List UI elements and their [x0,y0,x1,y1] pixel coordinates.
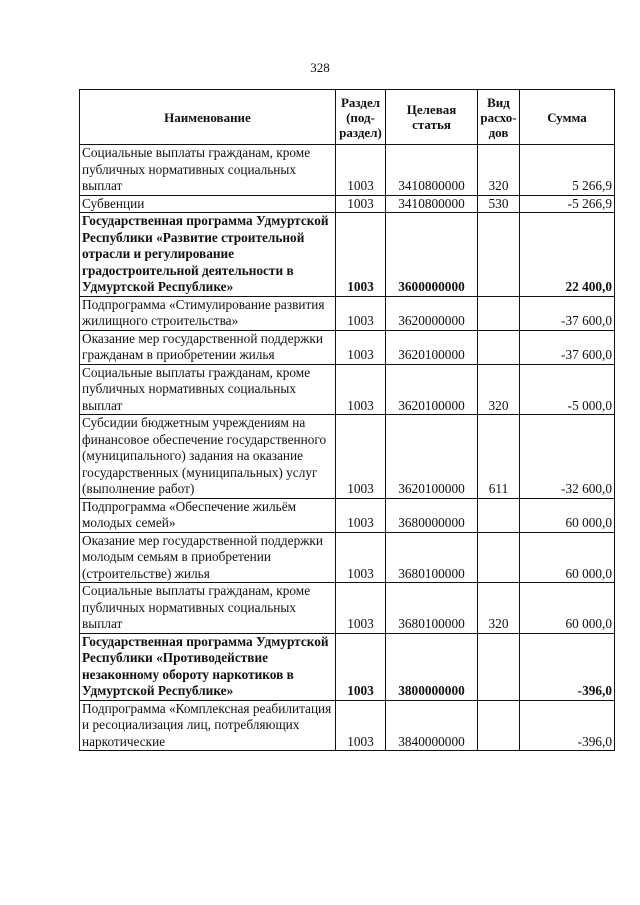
cell-section: 1003 [336,195,386,213]
table-row [80,296,615,330]
cell-section: 1003 [336,700,386,751]
cell-type: 530 [478,195,520,213]
table-row [80,364,615,415]
cell-name: Субсидии бюджетным учреждениям на финансовое обеспечение государственного (муниципального) задания на оказание государственных (муниципальных) услуг (выполнение работ) [80,415,336,499]
cell-section: 1003 [336,213,386,297]
table-row [80,415,615,499]
header-section: Раздел (под-раздел) [336,90,386,145]
cell-section: 1003 [336,330,386,364]
cell-target: 3680100000 [386,583,478,634]
cell-type [478,700,520,751]
cell-target: 3840000000 [386,700,478,751]
cell-sum: -396,0 [520,700,615,751]
table-body [80,145,615,751]
cell-name: Социальные выплаты гражданам, кроме публичных нормативных социальных выплат [80,145,336,196]
cell-type [478,296,520,330]
table-header-row [80,90,615,145]
cell-section: 1003 [336,498,386,532]
cell-sum: -32 600,0 [520,415,615,499]
cell-sum: -37 600,0 [520,296,615,330]
cell-name: Подпрограмма «Стимулирование развития жилищного строительства» [80,296,336,330]
table-row [80,195,615,213]
header-name: Наименование [80,90,336,145]
cell-section: 1003 [336,415,386,499]
cell-name: Государственная программа Удмуртской Республики «Развитие строительной отрасли и регулирование градостроительной деятельности в Удмуртской Республике» [80,213,336,297]
cell-name: Оказание мер государственной поддержки гражданам в приобретении жилья [80,330,336,364]
cell-target: 3410800000 [386,195,478,213]
cell-section: 1003 [336,296,386,330]
cell-target: 3410800000 [386,145,478,196]
table-row [80,498,615,532]
cell-target: 3600000000 [386,213,478,297]
cell-sum: 5 266,9 [520,145,615,196]
header-type: Вид расхо-дов [478,90,520,145]
cell-section: 1003 [336,364,386,415]
cell-name: Подпрограмма «Комплексная реабилитация и ресоциализация лиц, потребляющих наркотические [80,700,336,751]
budget-table [79,89,615,751]
cell-sum: 60 000,0 [520,532,615,583]
cell-type [478,498,520,532]
cell-name: Подпрограмма «Обеспечение жильём молодых семей» [80,498,336,532]
cell-sum: 60 000,0 [520,583,615,634]
cell-name: Оказание мер государственной поддержки молодым семьям в приобретении (строительстве) жилья [80,532,336,583]
cell-type [478,213,520,297]
cell-sum: 22 400,0 [520,213,615,297]
cell-name: Государственная программа Удмуртской Республики «Противодействие незаконному обороту наркотиков в Удмуртской Республике» [80,633,336,700]
cell-name: Социальные выплаты гражданам, кроме публичных нормативных социальных выплат [80,364,336,415]
header-sum: Сумма [520,90,615,145]
cell-target: 3680000000 [386,498,478,532]
cell-sum: -37 600,0 [520,330,615,364]
cell-section: 1003 [336,532,386,583]
table-row [80,583,615,634]
cell-type: 611 [478,415,520,499]
cell-section: 1003 [336,633,386,700]
table-row [80,145,615,196]
cell-type: 320 [478,145,520,196]
cell-name: Субвенции [80,195,336,213]
cell-sum: -5 266,9 [520,195,615,213]
cell-target: 3620000000 [386,296,478,330]
cell-type [478,633,520,700]
cell-target: 3620100000 [386,415,478,499]
page-number: 328 [310,60,330,75]
cell-type: 320 [478,364,520,415]
cell-sum: -396,0 [520,633,615,700]
table-row [80,700,615,751]
table-row [80,532,615,583]
cell-section: 1003 [336,145,386,196]
table-row [80,330,615,364]
cell-sum: -5 000,0 [520,364,615,415]
cell-name: Социальные выплаты гражданам, кроме публичных нормативных социальных выплат [80,583,336,634]
cell-target: 3620100000 [386,364,478,415]
cell-target: 3800000000 [386,633,478,700]
cell-type: 320 [478,583,520,634]
cell-type [478,330,520,364]
cell-target: 3680100000 [386,532,478,583]
table-row [80,633,615,700]
table-row [80,213,615,297]
cell-type [478,532,520,583]
cell-section: 1003 [336,583,386,634]
header-target: Целевая статья [386,90,478,145]
cell-target: 3620100000 [386,330,478,364]
cell-sum: 60 000,0 [520,498,615,532]
